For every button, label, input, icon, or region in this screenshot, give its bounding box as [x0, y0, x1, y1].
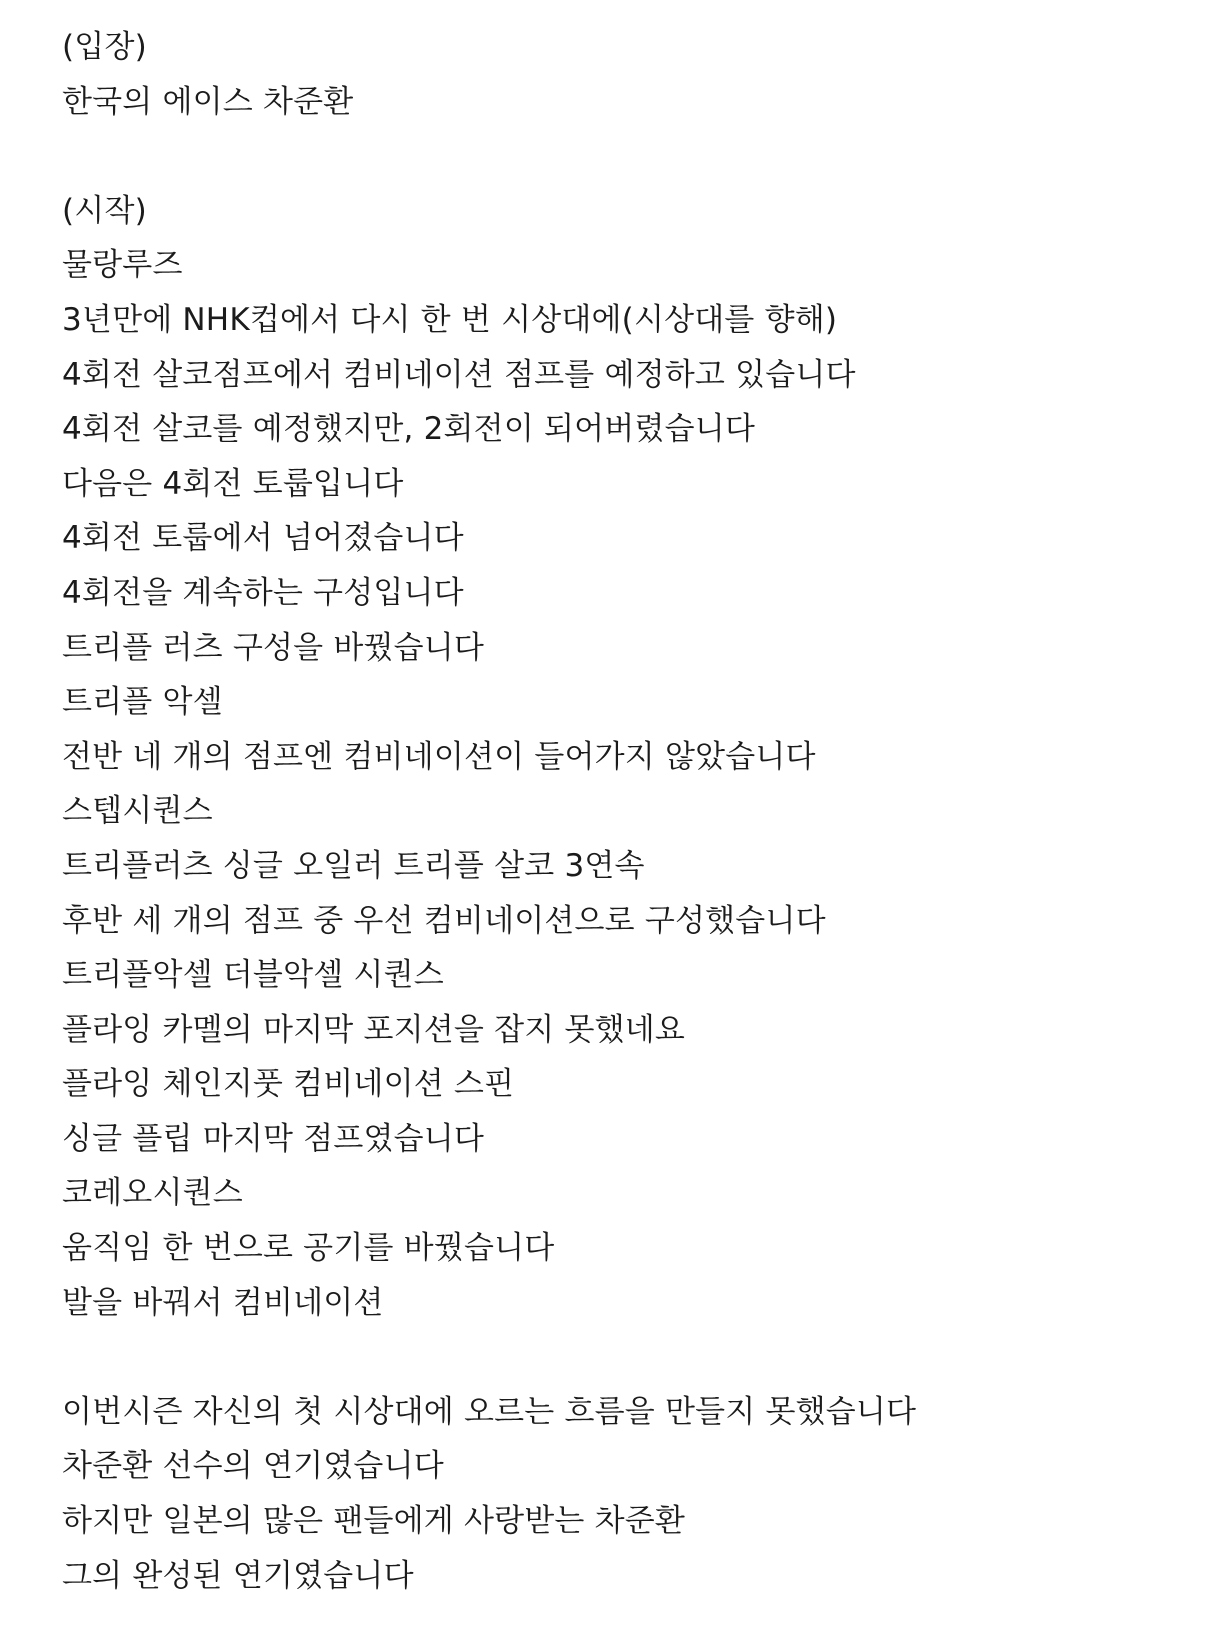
- text-line: 4회전 살코점프에서 컴비네이션 점프를 예정하고 있습니다: [62, 356, 856, 393]
- text-line: 발을 바꿔서 컴비네이션: [62, 1284, 384, 1321]
- paragraph-spacer: [62, 129, 1182, 184]
- paragraph-spacer: [62, 1330, 1182, 1385]
- text-line: 트리플 러츠 구성을 바꿨습니다: [62, 629, 485, 666]
- text-line: (시작): [62, 192, 147, 229]
- text-line: 3년만에 NHK컵에서 다시 한 번 시상대에(시상대를 향해): [62, 301, 838, 338]
- text-line: 다음은 4회전 토룹입니다: [62, 465, 404, 502]
- text-line: 4회전 살코를 예정했지만, 2회전이 되어버렸습니다: [62, 411, 756, 448]
- commentary-text: [62, 20, 1182, 1603]
- text-line: 4회전을 계속하는 구성입니다: [62, 574, 464, 611]
- text-line: 트리플악셀 더블악셀 시퀀스: [62, 957, 444, 994]
- text-line: 플라잉 체인지풋 컴비네이션 스핀: [62, 1066, 515, 1103]
- text-line: 물랑루즈: [62, 247, 183, 284]
- text-line: 이번시즌 자신의 첫 시상대에 오르는 흐름을 만들지 못했습니다: [62, 1393, 917, 1430]
- text-line: (입장): [62, 29, 147, 65]
- text-line: 싱글 플립 마지막 점프였습니다: [62, 1120, 485, 1157]
- text-line: 4회전 토룹에서 넘어졌습니다: [62, 520, 464, 557]
- text-line: 플라잉 카멜의 마지막 포지션을 잡지 못했네요: [62, 1011, 686, 1048]
- text-line: 차준환 선수의 연기였습니다: [62, 1448, 444, 1485]
- text-line: 그의 완성된 연기였습니다: [62, 1557, 414, 1594]
- text-line: 트리플러츠 싱글 오일러 트리플 살코 3연속: [62, 847, 645, 884]
- text-line: 트리플 악셀: [62, 684, 223, 721]
- text-line: 코레오시퀀스: [62, 1175, 243, 1212]
- text-line: 움직임 한 번으로 공기를 바꿨습니다: [62, 1230, 555, 1267]
- text-line: 전반 네 개의 점프엔 컴비네이션이 들어가지 않았습니다: [62, 738, 816, 775]
- text-line: 스텝시퀀스: [62, 793, 213, 830]
- text-line: 한국의 에이스 차준환: [62, 83, 354, 120]
- text-line: 하지만 일본의 많은 팬들에게 사랑받는 차준환: [62, 1503, 686, 1540]
- text-line: 후반 세 개의 점프 중 우선 컴비네이션으로 구성했습니다: [62, 902, 826, 939]
